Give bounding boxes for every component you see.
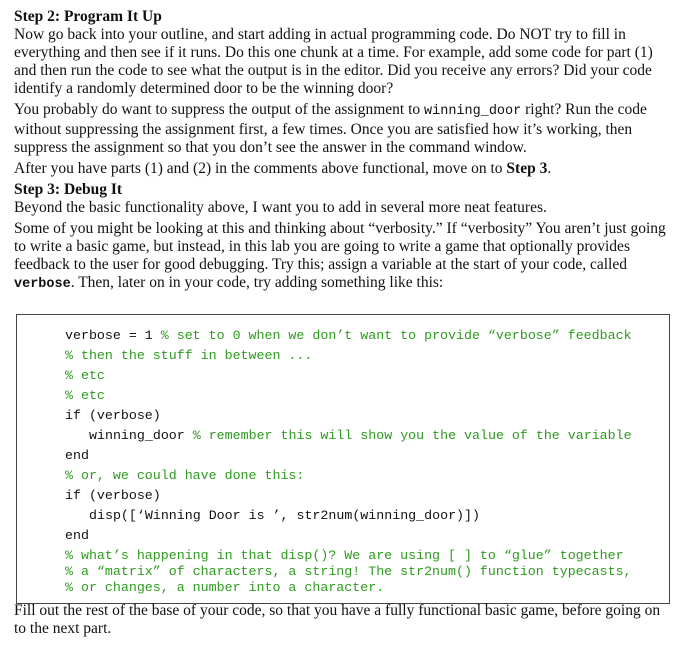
inline-code-verbose: verbose (14, 277, 71, 292)
code-line-8: % or, we could have done this: (65, 468, 305, 483)
code-text: winning_door (89, 428, 193, 443)
inline-code-winning-door: winning_door (424, 104, 522, 119)
code-line-14: % or changes, a number into a character. (65, 580, 385, 595)
code-line-4: % etc (65, 388, 105, 403)
step2-heading: Step 2: Program It Up (14, 8, 162, 25)
step2-paragraph-1: Now go back into your outline, and start adding in actual programming code. Do NOT try to fill in everything and then see if it runs. Do this one chunk at a time. For example, add some code for part (1) and then run the code to see what the output is in the editor. Did you receive any errors? Did your code identify a randomly determined door to be the winning door? (14, 26, 653, 97)
step3-p2-text-b: . Then, later on in your code, try adding something like this: (70, 274, 444, 291)
step2-paragraph-2 (14, 101, 670, 157)
code-line-2: % then the stuff in between ... (65, 348, 313, 363)
step3-heading: Step 3: Debug It (14, 181, 123, 198)
step3-reference: Step 3 (506, 160, 548, 177)
code-line-5: if (verbose) (65, 408, 161, 423)
step2-p3-text-b: . (547, 160, 552, 177)
code-line-11: end (65, 528, 89, 543)
step2-p2-text-a: You probably do want to suppress the output of the assignment to (14, 101, 425, 118)
code-line-12: % what’s happening in that disp()? We are using [ ] to “glue” together (65, 548, 624, 563)
step3-paragraph-2 (14, 220, 670, 294)
step2-p3-text-a: After you have parts (1) and (2) in the comments above functional, move on to (14, 160, 507, 177)
code-block (16, 314, 670, 604)
code-line-13: % a “matrix” of characters, a string! The str2num() function typecasts, (65, 564, 632, 579)
step3-p2-text-a: Some of you might be looking at this and thinking about “verbosity.” If “verbosity” You aren’t just going to write a basic game, but instead, in this lab you are going to write a game that optionally provides feedback to the user for good debugging. Try this; assign a variable at the start of your code, called (14, 220, 666, 273)
code-text: verbose = 1 (65, 328, 161, 343)
document-page (14, 8, 670, 637)
code-line-3: % etc (65, 368, 105, 383)
code-line-9: if (verbose) (65, 488, 161, 503)
closing-paragraph: Fill out the rest of the base of your code, so that you have a fully functional basic game, before going on to the next part. (14, 602, 661, 637)
code-line-10: disp([‘Winning Door is ’, str2num(winning_door)]) (89, 508, 480, 523)
step3-paragraph-1: Beyond the basic functionality above, I want you to add in several more neat features. (14, 199, 547, 216)
code-comment: % remember this will show you the value of the variable (192, 428, 632, 443)
code-comment: % set to 0 when we don’t want to provide “verbose” feedback (160, 328, 632, 343)
code-line-7: end (65, 448, 89, 463)
step2-paragraph-3 (14, 160, 670, 178)
code-line-1 (65, 328, 632, 344)
code-line-6 (89, 428, 632, 444)
step2-p2-text-b: right? Run the code without suppressing the assignment first, a few times. Once you are satisfied how it’s working, then suppress the assignment so that you don’t see the answer in the command window. (14, 101, 647, 156)
